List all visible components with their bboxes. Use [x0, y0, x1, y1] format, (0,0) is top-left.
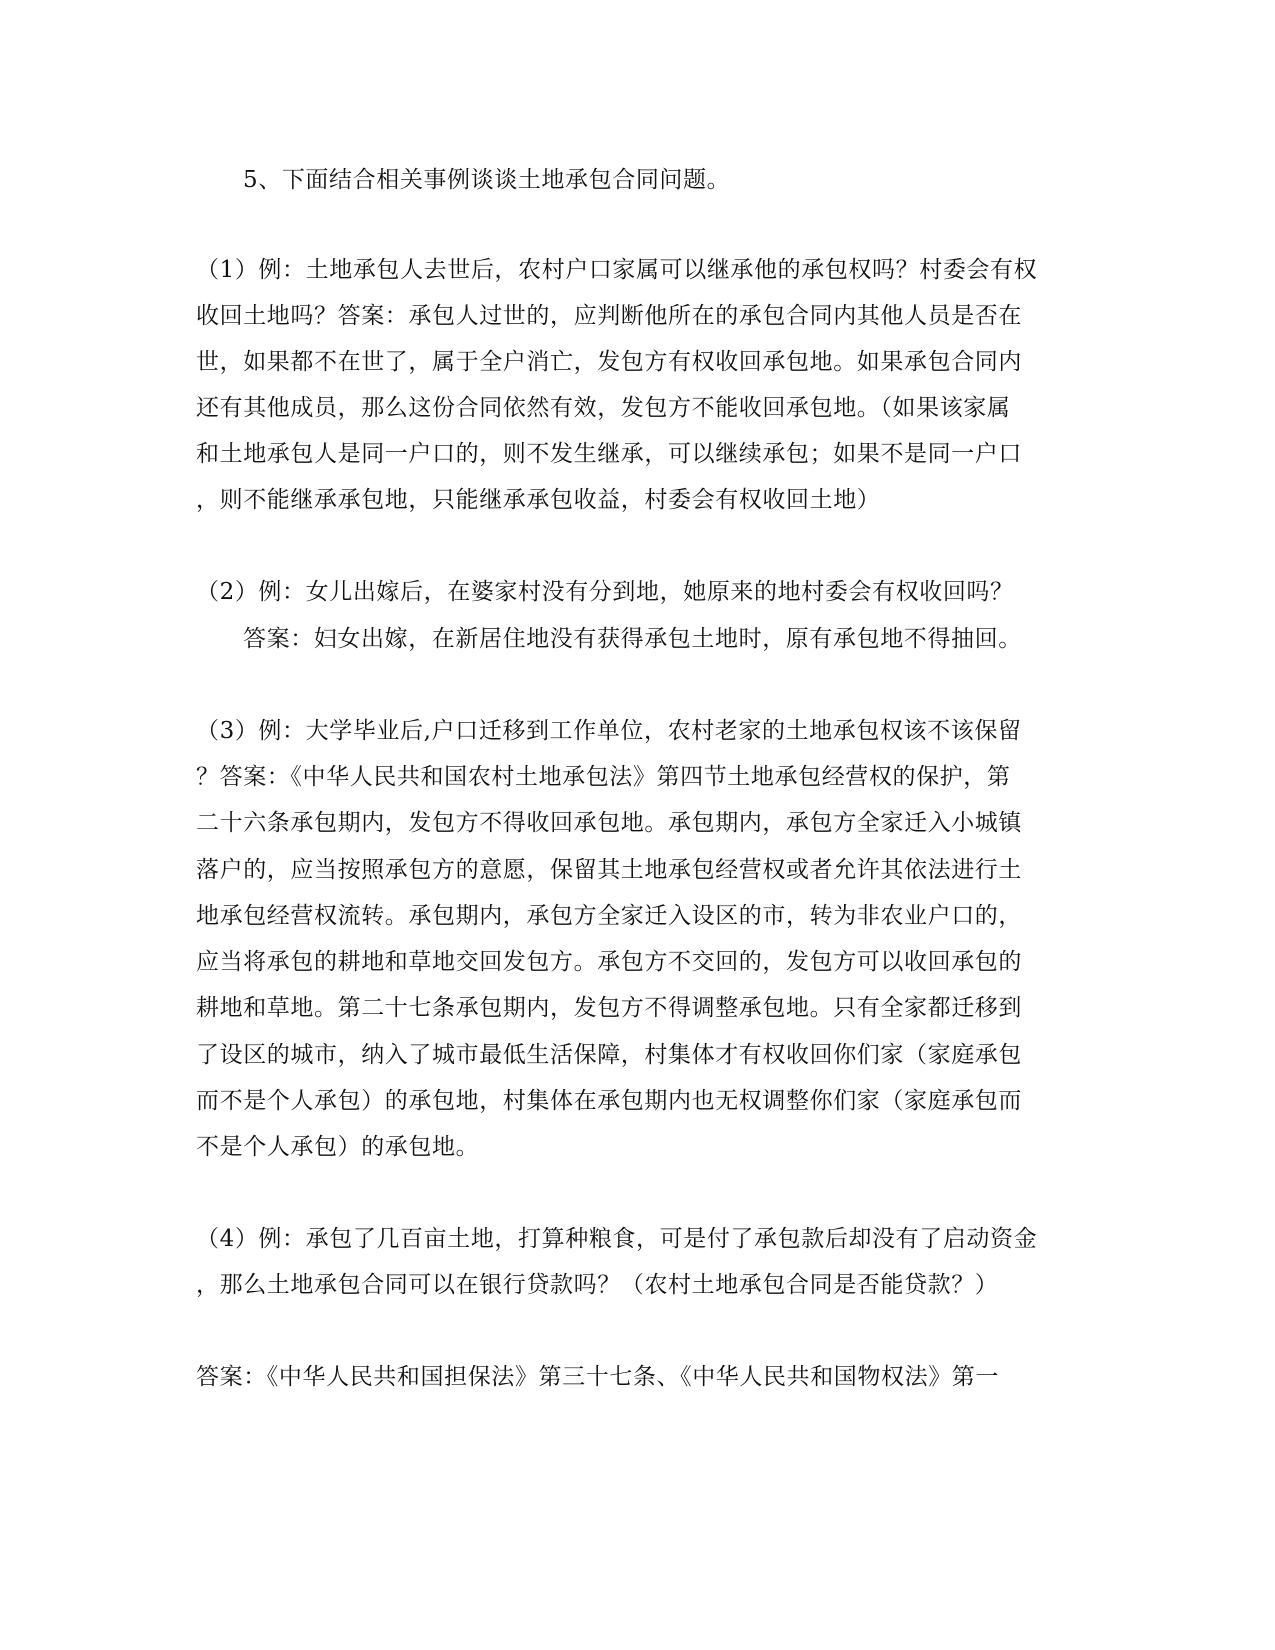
section-heading: 5、下面结合相关事例谈谈土地承包合同问题。: [243, 167, 731, 193]
q2-answer: 答案：妇女出嫁，在新居住地没有获得承包土地时，原有承包地不得抽回。: [243, 626, 1022, 652]
q4-line: ，那么土地承包合同可以在银行贷款吗？（农村土地承包合同是否能贷款？）: [196, 1272, 999, 1298]
q1-line: ，则不能继承承包地，只能继承承包收益，村委会有权收回土地）: [196, 487, 881, 513]
q1-line: 收回土地吗？答案：承包人过世的，应判断他所在的承包合同内其他人员是否在: [196, 303, 1022, 329]
q3-line: 地承包经营权流转。承包期内，承包方全家迁入设区的市，转为非农业户口的，: [196, 903, 1022, 929]
q3-line: 耕地和草地。第二十七条承包期内，发包方不得调整承包地。只有全家都迁移到: [196, 995, 1022, 1021]
q3-line: 应当将承包的耕地和草地交回发包方。承包方不交回的，发包方可以收回承包的: [196, 949, 1022, 975]
q3-line: （3）例：大学毕业后,户口迁移到工作单位，农村老家的土地承包权该不该保留: [196, 718, 1022, 744]
q3-line: 而不是个人承包）的承包地，村集体在承包期内也无权调整你们家（家庭承包而: [196, 1088, 1022, 1114]
q3-line: 二十六条承包期内，发包方不得收回承包地。承包期内，承包方全家迁入小城镇: [196, 810, 1022, 836]
q3-line: ？答案：《中华人民共和国农村土地承包法》第四节土地承包经营权的保护，第: [196, 764, 1011, 790]
answer4-line: 答案：《中华人民共和国担保法》第三十七条、《中华人民共和国物权法》第一: [196, 1364, 999, 1390]
q1-line: （1）例：土地承包人去世后，农村户口家属可以继承他的承包权吗？村委会有权: [196, 257, 1038, 283]
q2-question: （2）例：女儿出嫁后，在婆家村没有分到地，她原来的地村委会有权收回吗？: [196, 579, 1014, 605]
q3-line: 不是个人承包）的承包地。: [196, 1134, 480, 1160]
q3-line: 了设区的城市，纳入了城市最低生活保障，村集体才有权收回你们家（家庭承包: [196, 1042, 1022, 1068]
q3-line: 落户的，应当按照承包方的意愿，保留其土地承包经营权或者允许其依法进行土: [196, 857, 1022, 883]
q1-line: 和土地承包人是同一户口的，则不发生继承，可以继续承包；如果不是同一户口: [196, 441, 1022, 467]
q4-line: （4）例：承包了几百亩土地，打算种粮食，可是付了承包款后却没有了启动资金: [196, 1226, 1038, 1252]
q1-line: 还有其他成员，那么这份合同依然有效，发包方不能收回承包地。（如果该家属: [196, 395, 1011, 421]
q1-line: 世，如果都不在世了，属于全户消亡，发包方有权收回承包地。如果承包合同内: [196, 349, 1022, 375]
